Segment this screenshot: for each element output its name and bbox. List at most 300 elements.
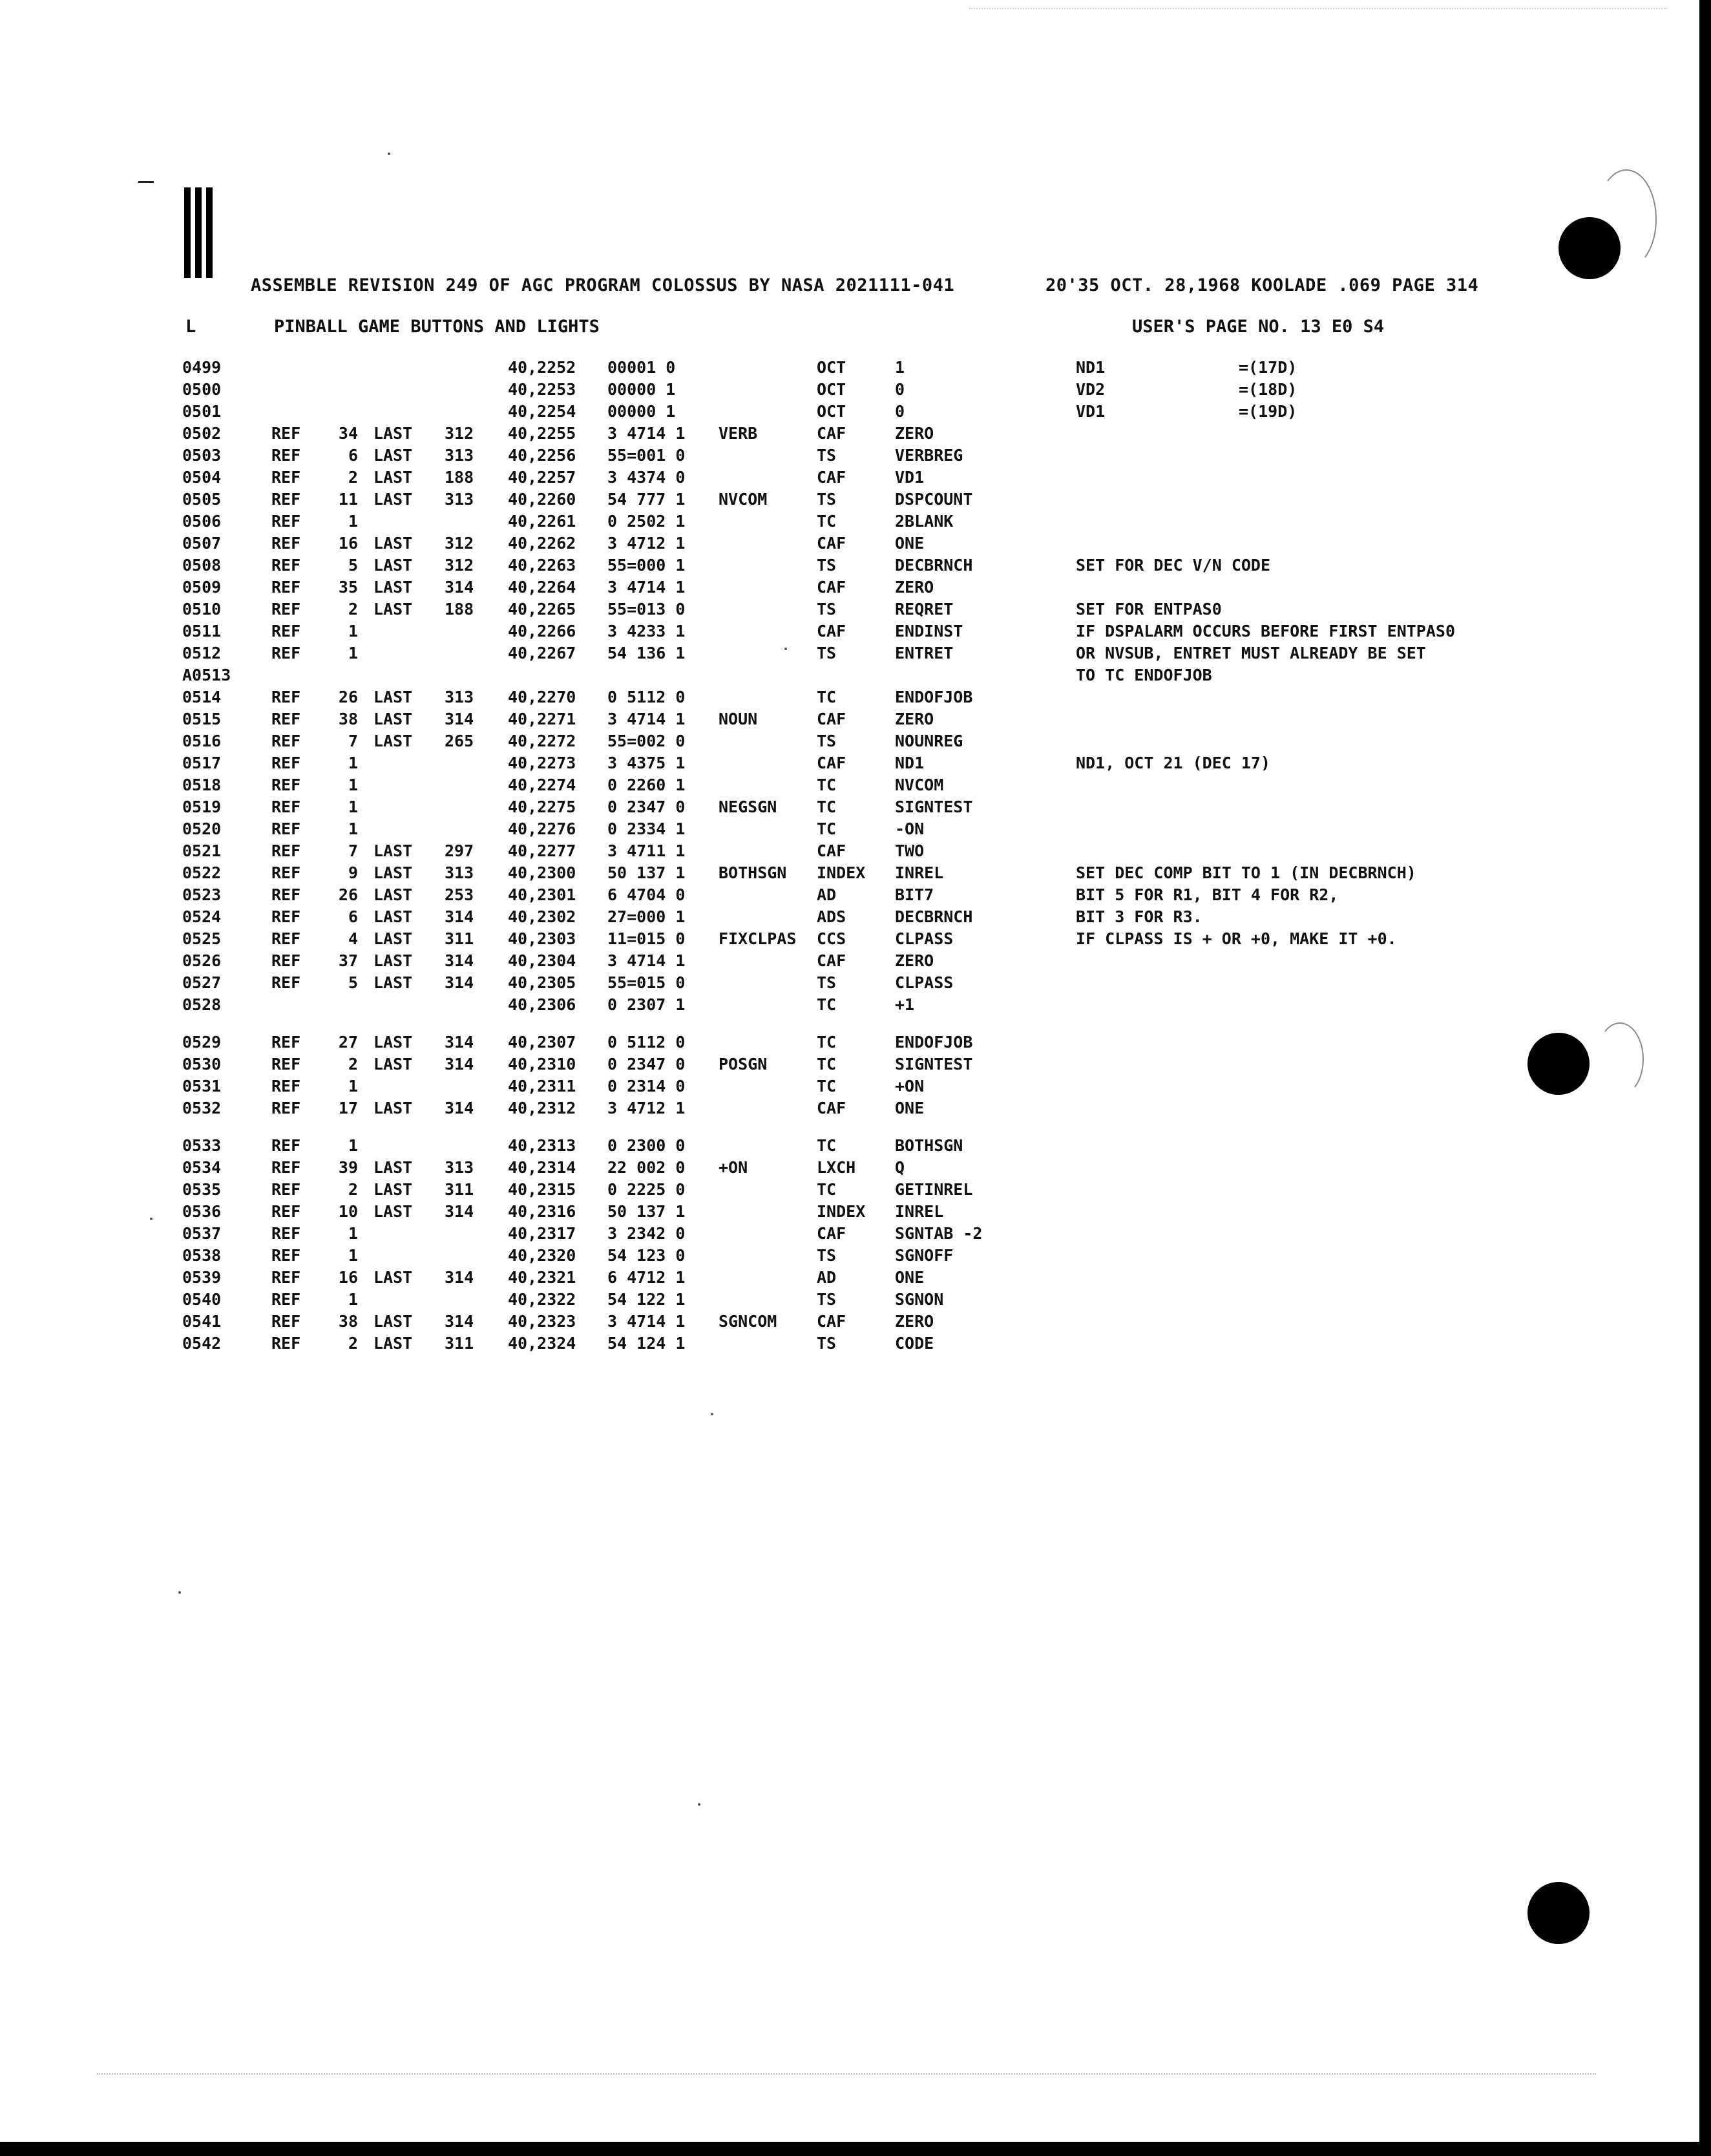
listing-op: INDEX: [817, 863, 866, 882]
listing-num: 0516: [182, 732, 222, 750]
listing-rev: REF: [271, 1334, 301, 1353]
listing-op: CAF: [817, 841, 846, 860]
listing-addr: 40,2265: [508, 600, 576, 618]
listing-rev: REF: [271, 1077, 301, 1095]
listing-addr: 40,2270: [508, 688, 576, 706]
listing-comment: ND1: [1076, 358, 1106, 377]
listing-num: 0526: [182, 951, 222, 970]
listing-op: TC: [817, 995, 837, 1014]
listing-operand: VD1: [895, 468, 925, 487]
listing-row: [0, 819, 1486, 841]
listing-operand: NOUNREG: [895, 732, 963, 750]
listing-num: 0522: [182, 863, 222, 882]
listing-addr: 40,2310: [508, 1055, 576, 1073]
listing-op: TC: [817, 1055, 837, 1073]
listing-operand: 2BLANK: [895, 512, 954, 531]
scan-speck: [698, 1803, 700, 1806]
listing-last: LAST: [373, 424, 413, 443]
listing-cnt: 17: [338, 1099, 358, 1117]
listing-code: 00000 1: [607, 402, 676, 421]
listing-op: TS: [817, 732, 837, 750]
listing-cnt: 35: [338, 578, 358, 597]
listing-addr: 40,2320: [508, 1246, 576, 1265]
listing-cnt: 1: [348, 1224, 358, 1243]
listing-cnt: 10: [338, 1202, 358, 1221]
listing-addr: 40,2305: [508, 973, 576, 992]
listing-code: 00001 0: [607, 358, 676, 377]
listing-code: 3 4711 1: [607, 841, 686, 860]
listing-operand: INREL: [895, 1202, 944, 1221]
scan-speck: [784, 648, 787, 650]
listing-rev: REF: [271, 1033, 301, 1052]
listing-page: 314: [445, 907, 474, 926]
listing-last: LAST: [373, 1055, 413, 1073]
listing-cnt: 2: [348, 600, 358, 618]
listing-comment: ND1, OCT 21 (DEC 17): [1076, 754, 1271, 772]
listing-row: [0, 929, 1486, 951]
listing-last: LAST: [373, 973, 413, 992]
listing-code: 54 136 1: [607, 644, 686, 662]
listing-addr: 40,2255: [508, 424, 576, 443]
listing-operand: NVCOM: [895, 776, 944, 794]
scan-noise-bottom: [97, 2073, 1596, 2076]
listing-op: AD: [817, 1268, 837, 1287]
listing-cnt: 7: [348, 841, 358, 860]
listing-num: 0508: [182, 556, 222, 575]
listing-code: 11=015 0: [607, 929, 686, 948]
listing-addr: 40,2266: [508, 622, 576, 640]
listing-rev: REF: [271, 446, 301, 465]
listing-rev: REF: [271, 907, 301, 926]
listing-last: LAST: [373, 578, 413, 597]
listing-op: TC: [817, 1033, 837, 1052]
listing-num: 0504: [182, 468, 222, 487]
listing-operand: 0: [895, 402, 905, 421]
listing-op: AD: [817, 885, 837, 904]
listing-code: 54 124 1: [607, 1334, 686, 1353]
listing-row: [0, 907, 1486, 929]
listing-operand: ENDINST: [895, 622, 963, 640]
listing-row: [0, 885, 1486, 907]
listing-code: 3 4714 1: [607, 578, 686, 597]
listing-op: TC: [817, 819, 837, 838]
listing-operand: Q: [895, 1158, 905, 1177]
listing-code: 3 2342 0: [607, 1224, 686, 1243]
listing-code: 0 5112 0: [607, 688, 686, 706]
listing-op: TC: [817, 798, 837, 816]
listing-op: CAF: [817, 710, 846, 728]
listing-num: 0537: [182, 1224, 222, 1243]
listing-addr: 40,2306: [508, 995, 576, 1014]
listing-rev: REF: [271, 1246, 301, 1265]
listing-last: LAST: [373, 1033, 413, 1052]
listing-addr: 40,2267: [508, 644, 576, 662]
listing-rev: REF: [271, 600, 301, 618]
listing-code: 0 2260 1: [607, 776, 686, 794]
listing-op: TC: [817, 1077, 837, 1095]
listing-addr: 40,2276: [508, 819, 576, 838]
listing-num: 0542: [182, 1334, 222, 1353]
listing-op: TC: [817, 1180, 837, 1199]
listing-addr: 40,2323: [508, 1312, 576, 1331]
listing-cnt: 1: [348, 644, 358, 662]
listing-last: LAST: [373, 1099, 413, 1117]
listing-operand: BIT7: [895, 885, 934, 904]
listing-cnt: 1: [348, 512, 358, 531]
scan-noise-top: [969, 8, 1667, 10]
listing-comment: VD1: [1076, 402, 1106, 421]
listing-code: 50 137 1: [607, 863, 686, 882]
listing-code: 3 4375 1: [607, 754, 686, 772]
listing-cnt: 39: [338, 1158, 358, 1177]
listing-rev: REF: [271, 973, 301, 992]
listing-operand: ZERO: [895, 578, 934, 597]
binder-hole: [1527, 1033, 1590, 1095]
listing-addr: 40,2322: [508, 1290, 576, 1309]
listing-page: 314: [445, 1202, 474, 1221]
listing-op: CAF: [817, 468, 846, 487]
listing-row: [0, 1077, 1486, 1099]
listing-num: 0517: [182, 754, 222, 772]
listing-cnt: 2: [348, 1180, 358, 1199]
listing-num: 0512: [182, 644, 222, 662]
listing-op: CAF: [817, 754, 846, 772]
listing-row: [0, 1158, 1486, 1180]
listing-op: TC: [817, 512, 837, 531]
listing-rev: REF: [271, 841, 301, 860]
listing-row: [0, 1033, 1486, 1055]
listing-operand: ENDOFJOB: [895, 1033, 973, 1052]
listing-operand: 0: [895, 380, 905, 399]
scan-speck: [178, 1591, 181, 1594]
listing-rev: REF: [271, 1158, 301, 1177]
listing-page: 314: [445, 1312, 474, 1331]
listing-cnt: 9: [348, 863, 358, 882]
listing-page: 313: [445, 688, 474, 706]
listing-num: 0525: [182, 929, 222, 948]
user-page-number: USER'S PAGE NO. 13 E0 S4: [1132, 317, 1385, 337]
listing-rev: REF: [271, 863, 301, 882]
listing-code: 3 4714 1: [607, 1312, 686, 1331]
listing-rev: REF: [271, 754, 301, 772]
listing-addr: 40,2307: [508, 1033, 576, 1052]
listing-num: 0499: [182, 358, 222, 377]
listing-num: 0541: [182, 1312, 222, 1331]
listing-cnt: 1: [348, 1290, 358, 1309]
listing-operand: ONE: [895, 534, 925, 553]
listing-num: 0515: [182, 710, 222, 728]
listing-num: 0534: [182, 1158, 222, 1177]
listing-comment: BIT 3 FOR R3.: [1076, 907, 1202, 926]
listing-num: 0530: [182, 1055, 222, 1073]
listing-operand: TWO: [895, 841, 925, 860]
listing-operand: SIGNTEST: [895, 1055, 973, 1073]
listing-num: 0500: [182, 380, 222, 399]
listing-page: 253: [445, 885, 474, 904]
listing-page: 314: [445, 1055, 474, 1073]
listing-code: 55=000 1: [607, 556, 686, 575]
listing-row: [0, 1246, 1486, 1268]
listing-cnt: 26: [338, 688, 358, 706]
listing-operand: ND1: [895, 754, 925, 772]
listing-addr: 40,2254: [508, 402, 576, 421]
listing-last: LAST: [373, 710, 413, 728]
hole-arc-mark: [1596, 1022, 1644, 1096]
listing-op: TS: [817, 1290, 837, 1309]
listing-op: CAF: [817, 534, 846, 553]
listing-rev: REF: [271, 644, 301, 662]
listing-addr: 40,2272: [508, 732, 576, 750]
listing-operand: REQRET: [895, 600, 954, 618]
listing-addr: 40,2274: [508, 776, 576, 794]
listing-addr: 40,2303: [508, 929, 576, 948]
listing-op: TC: [817, 776, 837, 794]
listing-page: 313: [445, 863, 474, 882]
listing-cnt: 1: [348, 754, 358, 772]
listing-row: [0, 1312, 1486, 1334]
listing-operand: INREL: [895, 863, 944, 882]
scan-speck: [711, 1413, 713, 1415]
listing-code: 0 2347 0: [607, 1055, 686, 1073]
listing-code: 50 137 1: [607, 1202, 686, 1221]
listing-addr: 40,2314: [508, 1158, 576, 1177]
listing-operand: ZERO: [895, 951, 934, 970]
listing-op: CAF: [817, 1224, 846, 1243]
listing-last: LAST: [373, 732, 413, 750]
listing-last: LAST: [373, 929, 413, 948]
listing-num: 0510: [182, 600, 222, 618]
listing-extra: =(17D): [1239, 358, 1297, 377]
listing-rev: REF: [271, 798, 301, 816]
listing-op: OCT: [817, 380, 846, 399]
listing-cnt: 38: [338, 1312, 358, 1331]
listing-code: 3 4712 1: [607, 534, 686, 553]
listing-rev: REF: [271, 688, 301, 706]
listing-row: [0, 556, 1486, 578]
listing-operand: CLPASS: [895, 973, 954, 992]
listing-page: 311: [445, 929, 474, 948]
listing-num: 0523: [182, 885, 222, 904]
listing-last: LAST: [373, 688, 413, 706]
listing-op: TS: [817, 446, 837, 465]
listing-page: 314: [445, 578, 474, 597]
listing-code: 3 4374 0: [607, 468, 686, 487]
listing-cnt: 7: [348, 732, 358, 750]
listing-row: [0, 841, 1486, 863]
listing-cnt: 38: [338, 710, 358, 728]
listing-row: [0, 622, 1486, 644]
listing-num: A0513: [182, 666, 231, 684]
listing-op: CAF: [817, 951, 846, 970]
listing-op: CAF: [817, 1312, 846, 1331]
listing-row: [0, 732, 1486, 754]
listing-operand: 1: [895, 358, 905, 377]
page-title: PINBALL GAME BUTTONS AND LIGHTS: [274, 317, 600, 337]
listing-num: 0529: [182, 1033, 222, 1052]
listing-row: [0, 995, 1486, 1017]
listing-last: LAST: [373, 600, 413, 618]
listing-rev: REF: [271, 468, 301, 487]
listing-label: NVCOM: [719, 490, 768, 509]
listing-op: TS: [817, 644, 837, 662]
listing-row: [0, 1290, 1486, 1312]
listing-row: [0, 754, 1486, 776]
listing-rev: REF: [271, 710, 301, 728]
listing-last: LAST: [373, 556, 413, 575]
listing-row: [0, 600, 1486, 622]
listing-page: 313: [445, 490, 474, 509]
listing-operand: BOTHSGN: [895, 1136, 963, 1155]
listing-row: [0, 1055, 1486, 1077]
listing-addr: 40,2257: [508, 468, 576, 487]
listing-operand: +ON: [895, 1077, 925, 1095]
listing-op: TS: [817, 600, 837, 618]
listing-addr: 40,2311: [508, 1077, 576, 1095]
listing-operand: SIGNTEST: [895, 798, 973, 816]
listing-cnt: 5: [348, 973, 358, 992]
listing-num: 0538: [182, 1246, 222, 1265]
listing-addr: 40,2315: [508, 1180, 576, 1199]
listing-num: 0506: [182, 512, 222, 531]
listing-row: [0, 798, 1486, 819]
listing-extra: =(19D): [1239, 402, 1297, 421]
listing-page: 313: [445, 1158, 474, 1177]
listing-last: LAST: [373, 907, 413, 926]
listing-num: 0536: [182, 1202, 222, 1221]
listing-row: [0, 468, 1486, 490]
listing-code: 3 4714 1: [607, 951, 686, 970]
listing-rev: REF: [271, 929, 301, 948]
listing-rev: REF: [271, 732, 301, 750]
listing-operand: ZERO: [895, 710, 934, 728]
listing-last: LAST: [373, 1180, 413, 1199]
listing-row: [0, 863, 1486, 885]
listing-row: [0, 534, 1486, 556]
listing-addr: 40,2302: [508, 907, 576, 926]
listing-last: LAST: [373, 1334, 413, 1353]
listing-rev: REF: [271, 622, 301, 640]
listing-row: [0, 380, 1486, 402]
listing-cnt: 1: [348, 622, 358, 640]
hole-arc-mark: [1596, 169, 1657, 269]
listing-row: [0, 1268, 1486, 1290]
listing-num: 0533: [182, 1136, 222, 1155]
listing-page: 188: [445, 468, 474, 487]
listing-page: 188: [445, 600, 474, 618]
listing-addr: 40,2324: [508, 1334, 576, 1353]
listing-cnt: 1: [348, 1077, 358, 1095]
listing-addr: 40,2253: [508, 380, 576, 399]
listing-rev: REF: [271, 490, 301, 509]
listing-last: LAST: [373, 951, 413, 970]
listing-rev: REF: [271, 1224, 301, 1243]
listing-code: 3 4714 1: [607, 424, 686, 443]
listing-page: 312: [445, 556, 474, 575]
listing-addr: 40,2275: [508, 798, 576, 816]
listing-label: +ON: [719, 1158, 748, 1177]
listing-operand: DECBRNCH: [895, 907, 973, 926]
listing-code: 55=013 0: [607, 600, 686, 618]
listing-op: TS: [817, 973, 837, 992]
listing-cnt: 2: [348, 1334, 358, 1353]
listing-addr: 40,2273: [508, 754, 576, 772]
listing-operand: CLPASS: [895, 929, 954, 948]
listing-op: LXCH: [817, 1158, 856, 1177]
scan-speck: [388, 153, 390, 155]
listing-op: TS: [817, 1246, 837, 1265]
listing-row: [0, 644, 1486, 666]
page-stack-marker: [184, 187, 218, 282]
listing-code: 22 002 0: [607, 1158, 686, 1177]
listing-operand: SGNTAB -2: [895, 1224, 983, 1243]
margin-tick: [138, 181, 154, 183]
listing-row: [0, 1099, 1486, 1121]
listing-code: 55=015 0: [607, 973, 686, 992]
listing-addr: 40,2271: [508, 710, 576, 728]
listing-row: [0, 358, 1486, 380]
listing-row: [0, 710, 1486, 732]
listing-num: 0519: [182, 798, 222, 816]
listing-operand: DECBRNCH: [895, 556, 973, 575]
listing-row: [0, 512, 1486, 534]
listing-rev: REF: [271, 1202, 301, 1221]
listing-op: ADS: [817, 907, 846, 926]
listing-op: TS: [817, 1334, 837, 1353]
listing-op: CAF: [817, 578, 846, 597]
listing-rev: REF: [271, 1268, 301, 1287]
listing-num: 0531: [182, 1077, 222, 1095]
listing-op: TC: [817, 688, 837, 706]
listing-cnt: 4: [348, 929, 358, 948]
listing-code: 00000 1: [607, 380, 676, 399]
listing-code: 54 777 1: [607, 490, 686, 509]
listing-rev: REF: [271, 776, 301, 794]
listing-operand: SGNOFF: [895, 1246, 954, 1265]
listing-row: [0, 578, 1486, 600]
listing-operand: ONE: [895, 1268, 925, 1287]
listing-operand: ZERO: [895, 1312, 934, 1331]
listing-num: 0540: [182, 1290, 222, 1309]
listing-num: 0532: [182, 1099, 222, 1117]
listing-cnt: 11: [338, 490, 358, 509]
listing-operand: DSPCOUNT: [895, 490, 973, 509]
listing-op: OCT: [817, 358, 846, 377]
listing-page: 265: [445, 732, 474, 750]
listing-code: 3 4714 1: [607, 710, 686, 728]
listing-cnt: 6: [348, 907, 358, 926]
listing-row: [0, 446, 1486, 468]
listing-num: 0507: [182, 534, 222, 553]
listing-code: 54 122 1: [607, 1290, 686, 1309]
listing-cnt: 37: [338, 951, 358, 970]
listing-last: LAST: [373, 841, 413, 860]
listing-row: [0, 1180, 1486, 1202]
listing-code: 0 2307 1: [607, 995, 686, 1014]
listing-num: 0527: [182, 973, 222, 992]
listing-comment: IF DSPALARM OCCURS BEFORE FIRST ENTPAS0: [1076, 622, 1455, 640]
listing-addr: 40,2256: [508, 446, 576, 465]
listing-code: 27=000 1: [607, 907, 686, 926]
log-section-marker: L: [185, 317, 196, 337]
listing-num: 0509: [182, 578, 222, 597]
listing-addr: 40,2312: [508, 1099, 576, 1117]
listing-page: 314: [445, 951, 474, 970]
listing-operand: -ON: [895, 819, 925, 838]
listing-operand: VERBREG: [895, 446, 963, 465]
listing-rev: REF: [271, 1180, 301, 1199]
listing-cnt: 34: [338, 424, 358, 443]
listing-row: [0, 424, 1486, 446]
